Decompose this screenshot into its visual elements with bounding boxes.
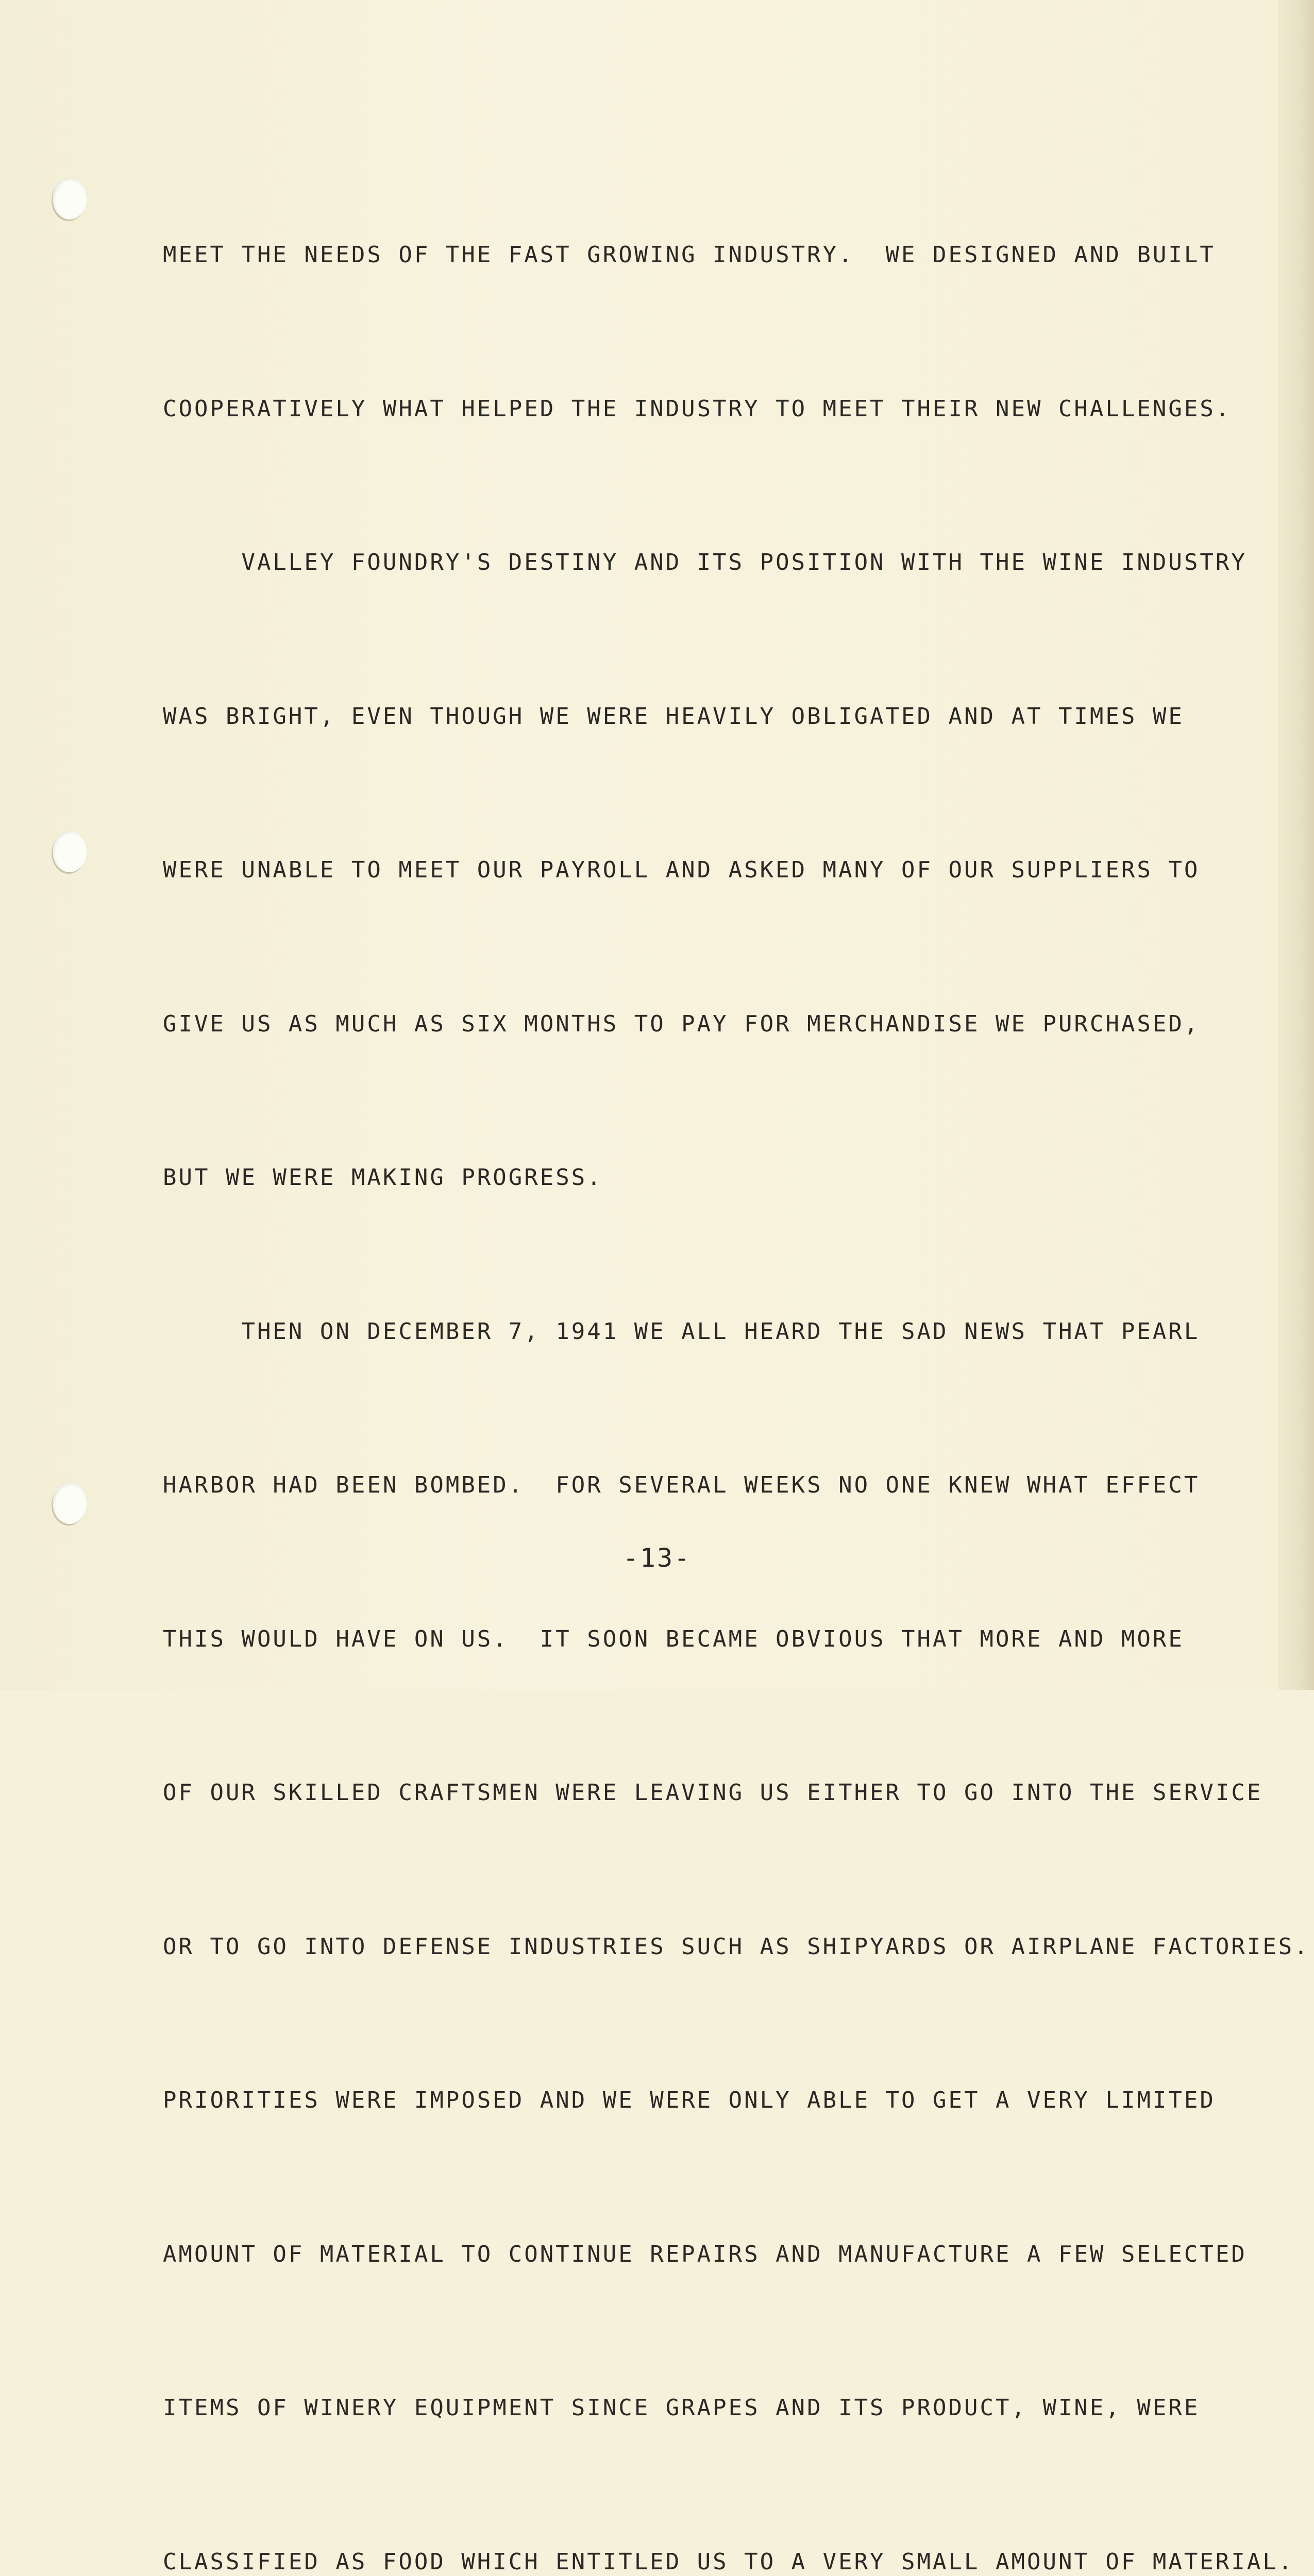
text-line: OR TO GO INTO DEFENSE INDUSTRIES SUCH AS SHIPYARDS OR AIRPLANE FACTORIES. bbox=[163, 1921, 1296, 1973]
text-line: PRIORITIES WERE IMPOSED AND WE WERE ONLY ABLE TO GET A VERY LIMITED bbox=[163, 2075, 1296, 2126]
text-line: HARBOR HAD BEEN BOMBED. FOR SEVERAL WEEKS NO ONE KNEW WHAT EFFECT bbox=[163, 1460, 1296, 1511]
binder-hole-bottom bbox=[53, 1483, 87, 1524]
text-line: ITEMS OF WINERY EQUIPMENT SINCE GRAPES AND ITS PRODUCT, WINE, WERE bbox=[163, 2382, 1296, 2434]
text-line: MEET THE NEEDS OF THE FAST GROWING INDUSTRY. WE DESIGNED AND BUILT bbox=[163, 229, 1296, 281]
document-body bbox=[163, 127, 1296, 2576]
text-line: WERE UNABLE TO MEET OUR PAYROLL AND ASKED MANY OF OUR SUPPLIERS TO bbox=[163, 844, 1296, 896]
binder-hole-top bbox=[53, 178, 87, 219]
text-line: GIVE US AS MUCH AS SIX MONTHS TO PAY FOR MERCHANDISE WE PURCHASED, bbox=[163, 998, 1296, 1050]
text-line: AMOUNT OF MATERIAL TO CONTINUE REPAIRS AND MANUFACTURE A FEW SELECTED bbox=[163, 2229, 1296, 2280]
text-line: THIS WOULD HAVE ON US. IT SOON BECAME OBVIOUS THAT MORE AND MORE bbox=[163, 1614, 1296, 1665]
text-line: WAS BRIGHT, EVEN THOUGH WE WERE HEAVILY OBLIGATED AND AT TIMES WE bbox=[163, 691, 1296, 742]
text-line: OF OUR SKILLED CRAFTSMEN WERE LEAVING US EITHER TO GO INTO THE SERVICE bbox=[163, 1767, 1296, 1819]
text-line: VALLEY FOUNDRY'S DESTINY AND ITS POSITION WITH THE WINE INDUSTRY bbox=[163, 537, 1296, 588]
binder-hole-middle bbox=[53, 831, 87, 872]
text-line: COOPERATIVELY WHAT HELPED THE INDUSTRY TO MEET THEIR NEW CHALLENGES. bbox=[163, 383, 1296, 435]
text-line: BUT WE WERE MAKING PROGRESS. bbox=[163, 1152, 1296, 1204]
text-line: CLASSIFIED AS FOOD WHICH ENTITLED US TO A VERY SMALL AMOUNT OF MATERIAL. bbox=[163, 2536, 1296, 2576]
page-number: -13- bbox=[0, 1543, 1314, 1573]
text-line: THEN ON DECEMBER 7, 1941 WE ALL HEARD THE SAD NEWS THAT PEARL bbox=[163, 1306, 1296, 1358]
